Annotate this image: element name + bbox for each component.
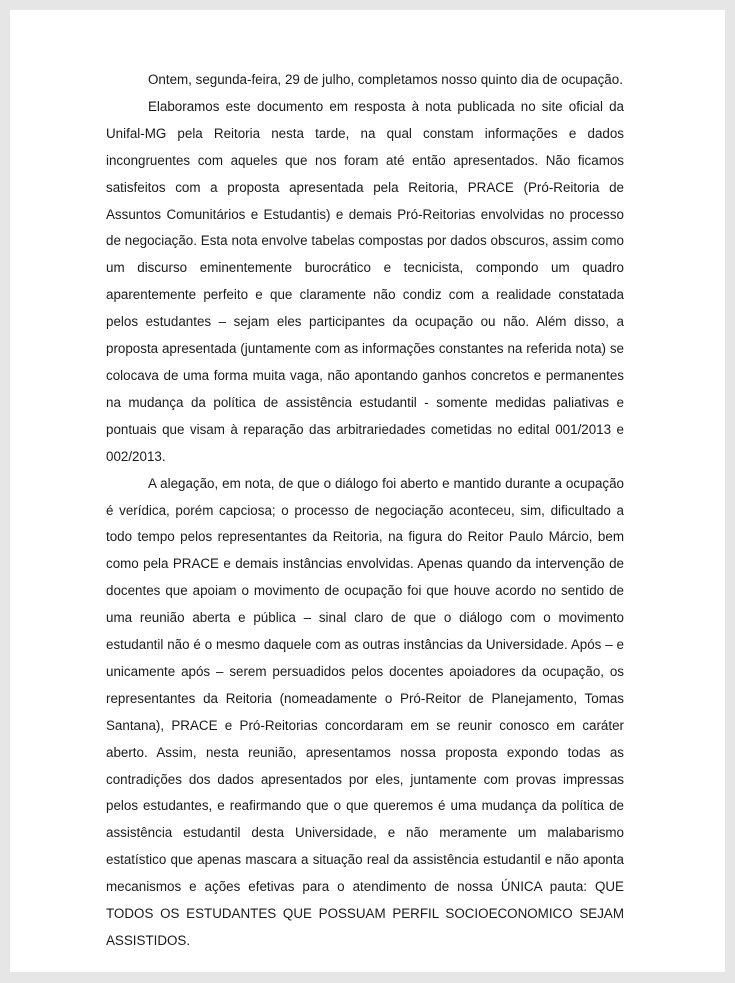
paragraph-3: A alegação, em nota, de que o diálogo foi aberto e mantido durante a ocupação é verídica, porém capciosa; o processo de negociação aconteceu, sim, dificultado a todo tempo pelos representantes da Reitoria, na figura do Reitor Paulo Márcio, bem como pela PRACE e demais instâncias envolvidas. Apenas quando da intervenção de docentes que apoiam o movimento de ocupação foi que houve acordo no sentido de uma reunião aberta e pública – sinal claro de que o diálogo com o movimento estudantil não é o mesmo daquele com as outras instâncias da Universidade. Após – e unicamente após – serem persuadidos pelos docentes apoiadores da ocupação, os representantes da Reitoria (nomeadamente o Pró-Reitor de Planejamento, Tomas Santana), PRACE e Pró-Reitorias concordaram em se reunir conosco em caráter aberto. Assim, nesta reunião, apresentamos nossa proposta expondo todas as contradições dos dados apresentados por eles, juntamente com provas impressas pelos estudantes, e reafirmando que o que queremos é uma mudança da política de assistência estudantil desta Universidade, e não meramente um malabarismo estatístico que apenas mascara a situação real da assistência estudantil e não aponta mecanismos e ações efetivas para o atendimento de nossa ÚNICA pauta: QUE TODOS OS ESTUDANTES QUE POSSUAM PERFIL SOCIOECONOMICO SEJAM ASSISTIDOS. bbox=[106, 475, 624, 948]
document-page bbox=[10, 10, 725, 972]
paragraph-2: Elaboramos este documento em resposta à nota publicada no site oficial da Unifal-MG pela Reitoria nesta tarde, na qual constam informações e dados incongruentes com aqueles que nos foram até então apresentados. Não ficamos satisfeitos com a proposta apresentada pela Reitoria, PRACE (Pró-Reitoria de Assuntos Comunitários e Estudantis) e demais Pró-Reitorias envolvidas no processo de negociação. Esta nota envolve tabelas compostas por dados obscuros, assim como um discurso eminentemente burocrático e tecnicista, compondo um quadro aparentemente perfeito e que claramente não condiz com a realidade constatada pelos estudantes – sejam eles participantes da ocupação ou não. Além disso, a proposta apresentada (juntamente com as informações constantes na referida nota) se colocava de uma forma muita vaga, não apontando ganhos concretos e permanentes na mudança da política de assistência estudantil - somente medidas paliativas e pontuais que visam à reparação das arbitrariedades cometidas no edital 001/2013 e 002/2013. bbox=[106, 98, 624, 464]
document-body bbox=[106, 67, 624, 955]
paragraph-1: Ontem, segunda-feira, 29 de julho, completamos nosso quinto dia de ocupação. bbox=[148, 72, 623, 87]
